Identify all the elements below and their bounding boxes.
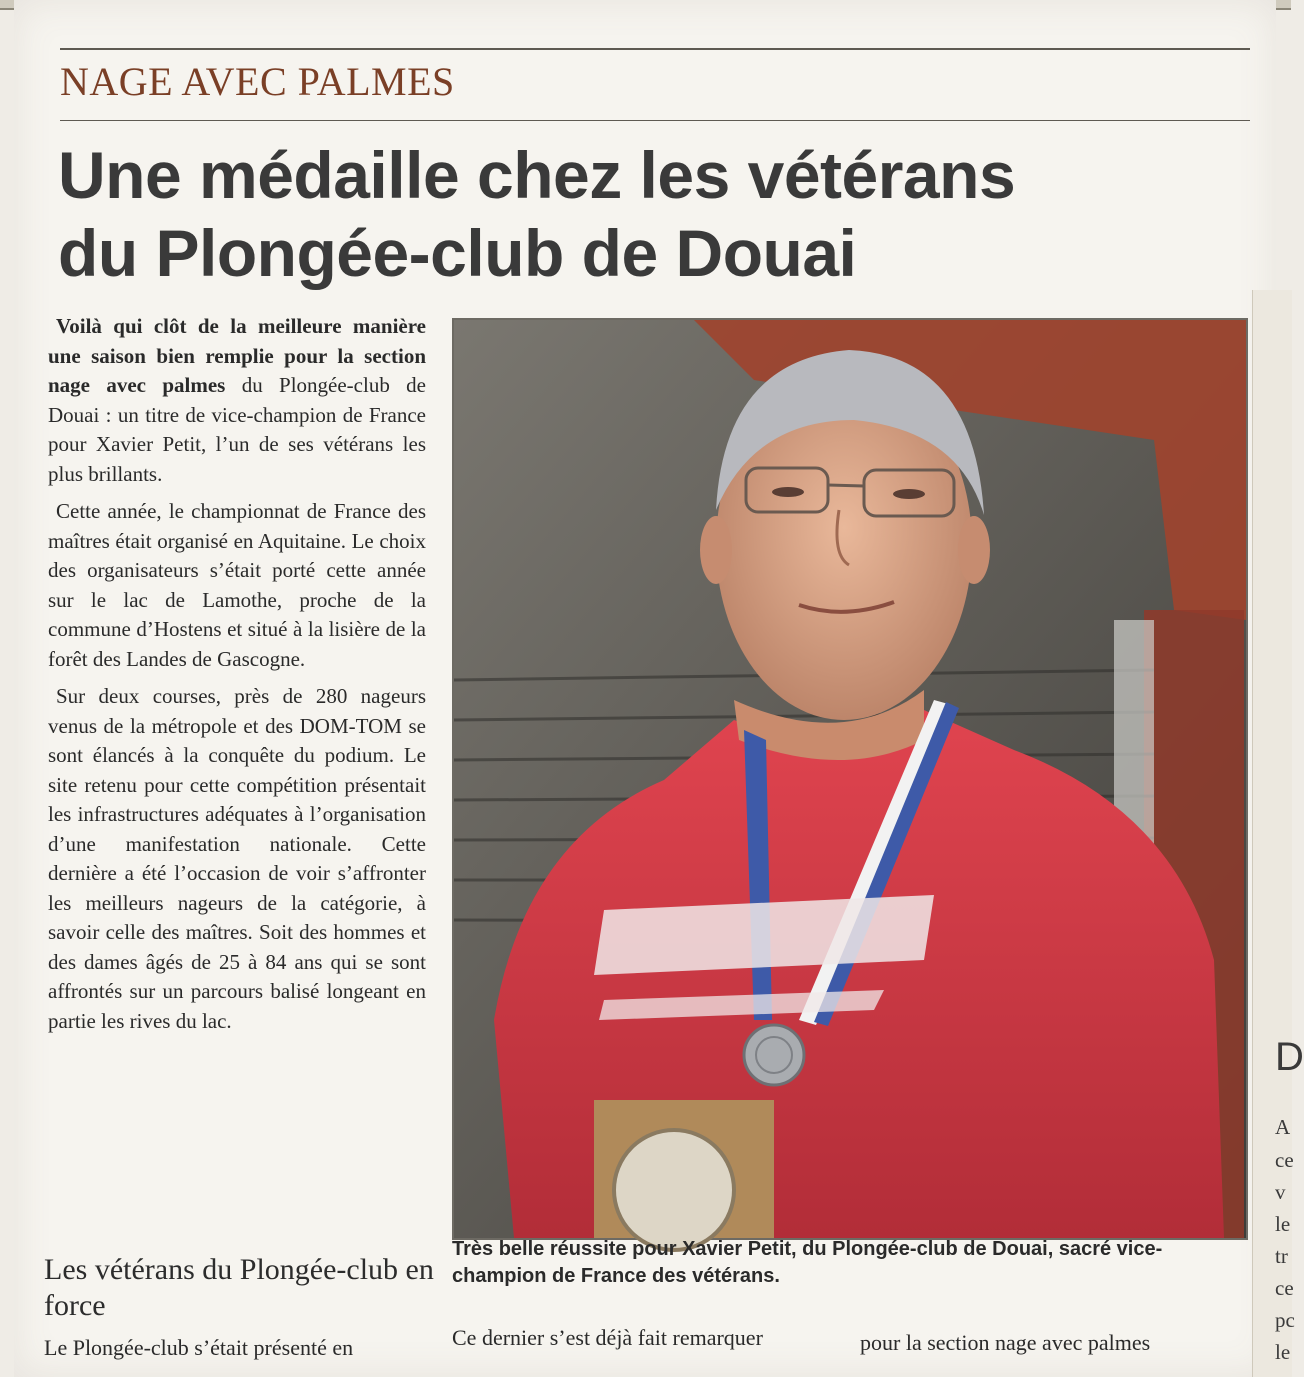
section-rubric: NAGE AVEC PALMES: [60, 59, 455, 104]
headline-line-1: Une médaille chez les vétérans: [58, 138, 1016, 212]
edge-fragment: le: [1275, 1212, 1291, 1236]
edge-fragment: ce: [1275, 1148, 1294, 1172]
paragraph-1: [48, 312, 426, 489]
photo-illustration: [454, 320, 1246, 1238]
edge-fragment: D: [1275, 1035, 1304, 1079]
top-rule: [60, 48, 1250, 50]
edge-fragment: le: [1275, 1340, 1291, 1364]
article-headline: [58, 136, 1078, 292]
headline-line-2: du Plongée-club de Douai: [58, 216, 857, 290]
paragraph-lead: Voilà qui clôt de la meilleure manière une saison bien remplie pour la section nage avec palmes: [48, 314, 426, 397]
edge-fragment: A: [1275, 1115, 1291, 1139]
article-subhead: Les vétérans du Plongée-club en force: [44, 1253, 434, 1322]
paragraph-3: Sur deux courses, près de 280 nageurs venus de la métropole et des DOM-TOM se sont élancés à la conquête du podium. Le site retenu pour cette compétition présentait les infrastructures adéquates à l’organisation d’une manifestation nationale. Cette dernière a été l’occasion de voir s’affronter les meilleurs nageurs de la catégorie, à savoir celle des maîtres. Soit des hommes et des dames âgés de 25 à 84 ans qui se sont affrontés sur un parcours balisé longeant en partie les rives du lac.: [48, 684, 426, 1033]
adjacent-page-edge: [1252, 290, 1304, 1377]
article-photo: [452, 318, 1248, 1240]
column-2-continuation: Ce dernier s’est déjà fait remarquer: [452, 1325, 763, 1350]
edge-fragment: ce: [1275, 1276, 1294, 1300]
column-3-continuation: pour la section nage avec palmes: [860, 1330, 1151, 1355]
edge-fragment: pc: [1275, 1308, 1295, 1332]
column-1-continuation: Le Plongée-club s’était présenté en: [44, 1335, 354, 1360]
edge-fragment: v: [1275, 1180, 1286, 1204]
article-column-1: [48, 312, 426, 1044]
edge-fragment: tr: [1275, 1244, 1288, 1268]
photo-caption: Très belle réussite pour Xavier Petit, du Plongée-club de Douai, sacré vice-champion de France des vétérans.: [452, 1238, 1163, 1287]
paragraph-text: du Plongée-club de Douai : un titre de vice-champion de France pour Xavier Petit, l’un de ses vétérans les plus brillants.: [48, 373, 426, 486]
paragraph-2: Cette année, le championnat de France des maîtres était organisé en Aquitaine. Le choix des organisateurs s’était porté cette année sur le lac de Lamothe, proche de la commune d’Hostens et situé à la lisière de la forêt des Landes de Gascogne.: [48, 499, 426, 671]
rubric-rule: [60, 120, 1250, 121]
